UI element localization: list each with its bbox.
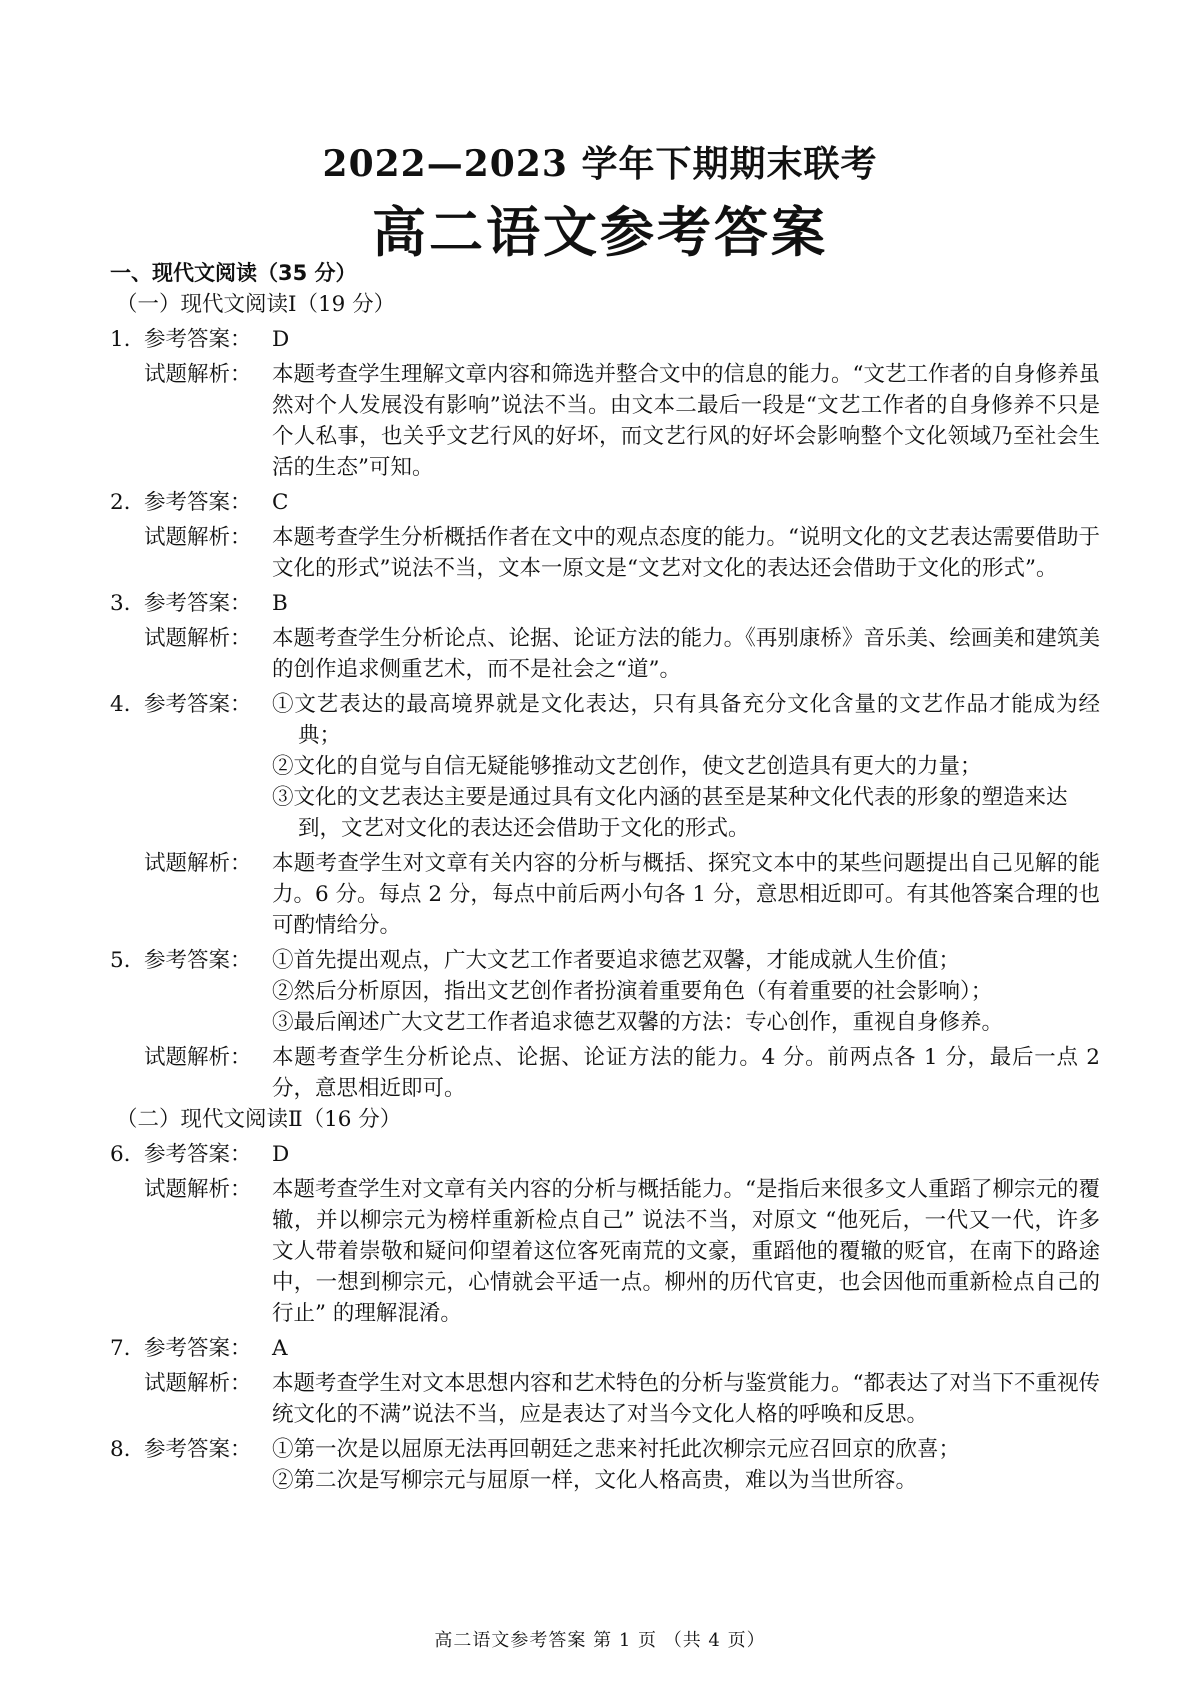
answer-label: 参考答案： — [144, 490, 252, 515]
question-1 — [110, 324, 1100, 355]
part-heading-2: （二）现代文阅读Ⅱ（16 分） — [116, 1107, 402, 1132]
answer-point: ③文化的文艺表达主要是通过具有文化内涵的甚至是某种文化代表的形象的塑造来达到，文艺对文化的表达还会借助于文化的形式。 — [272, 785, 1068, 841]
answer-point: ①文艺表达的最高境界就是文化表达，只有具备充分文化含量的文艺作品才能成为经典； — [272, 692, 1100, 748]
question-8 — [110, 1434, 1100, 1465]
exam-title: 2022—2023 学年下期期末联考 — [322, 143, 878, 185]
question-2 — [110, 487, 1100, 518]
analysis-text: 本题考查学生分析论点、论据、论证方法的能力。《再别康桥》音乐美、绘画美和建筑美的创作追求侧重艺术，而不是社会之“道”。 — [272, 626, 1100, 682]
answer-label: 参考答案： — [144, 1437, 252, 1462]
answer-value: A — [272, 1336, 288, 1361]
analysis-text: 本题考查学生对文章有关内容的分析与概括、探究文本中的某些问题提出自己见解的能力。6 分。每点 2 分，每点中前后两小句各 1 分，意思相近即可。有其他答案合理的也可酌情给分。 — [272, 851, 1100, 938]
answer-label: 参考答案： — [144, 327, 252, 352]
answer-value: B — [272, 591, 288, 616]
answer-body — [110, 258, 1100, 1496]
section-heading: 一、现代文阅读（35 分） — [110, 261, 357, 285]
answer-value: D — [272, 1142, 290, 1167]
question-number: 1. — [110, 327, 131, 352]
analysis-text: 本题考查学生分析概括作者在文中的观点态度的能力。“说明文化的文艺表达需要借助于文化的形式”说法不当，文本一原文是“文艺对文化的表达还会借助于文化的形式”。 — [272, 525, 1100, 581]
answer-point: ②文化的自觉与自信无疑能够推动文艺创作，使文艺创造具有更大的力量； — [272, 754, 982, 779]
question-number: 5. — [110, 948, 131, 973]
answer-label: 参考答案： — [144, 948, 252, 973]
question-6 — [110, 1139, 1100, 1170]
answer-point: ①首先提出观点，广大文艺工作者要追求德艺双馨，才能成就人生价值； — [272, 948, 961, 973]
analysis-5 — [144, 1042, 1100, 1104]
part-heading-1: （一）现代文阅读Ⅰ（19 分） — [116, 292, 396, 317]
answer-label: 参考答案： — [144, 1142, 252, 1167]
answer-label: 参考答案： — [144, 591, 252, 616]
question-number: 2. — [110, 490, 131, 515]
question-number: 3. — [110, 591, 131, 616]
analysis-7 — [144, 1368, 1100, 1430]
analysis-text: 本题考查学生分析论点、论据、论证方法的能力。4 分。前两点各 1 分，最后一点 2 分，意思相近即可。 — [272, 1045, 1100, 1101]
analysis-text: 本题考查学生对文章有关内容的分析与概括能力。“是指后来很多文人重蹈了柳宗元的覆辙，并以柳宗元为榜样重新检点自己” 说法不当，对原文 “他死后，一代又一代，许多文人带着崇敬和疑问仰望着这位客死南荒的文豪，重蹈他的覆辙的贬官，在南下的路途中，一想到柳宗元，心情就会平适一点。柳州的历代官吏，也会因他而重新检点自己的行止” 的理解混淆。 — [272, 1177, 1100, 1326]
answer-point: ①第一次是以屈原无法再回朝廷之悲来衬托此次柳宗元应召回京的欣喜； — [272, 1437, 961, 1462]
answer-point: ③最后阐述广大文艺工作者追求德艺双馨的方法：专心创作，重视自身修养。 — [272, 1010, 1004, 1035]
question-7 — [110, 1333, 1100, 1364]
analysis-label: 试题解析： — [144, 626, 252, 651]
analysis-4 — [144, 848, 1100, 941]
analysis-2 — [144, 522, 1100, 584]
page-footer: 高二语文参考答案 第 1 页 （共 4 页） — [434, 1630, 766, 1651]
question-3 — [110, 588, 1100, 619]
analysis-3 — [144, 623, 1100, 685]
question-number: 7. — [110, 1336, 131, 1361]
answer-value: D — [272, 327, 290, 352]
analysis-6 — [144, 1174, 1100, 1329]
question-number: 6. — [110, 1142, 131, 1167]
analysis-label: 试题解析： — [144, 851, 252, 876]
question-4 — [110, 689, 1100, 751]
answer-label: 参考答案： — [144, 692, 252, 717]
analysis-1 — [144, 359, 1100, 483]
answer-label: 参考答案： — [144, 1336, 252, 1361]
answer-point: ②然后分析原因，指出文艺创作者扮演着重要角色（有着重要的社会影响）； — [272, 979, 993, 1004]
answer-point: ②第二次是写柳宗元与屈原一样，文化人格高贵，难以为当世所容。 — [272, 1468, 918, 1493]
analysis-text: 本题考查学生对文本思想内容和艺术特色的分析与鉴赏能力。“都表达了对当下不重视传统文化的不满”说法不当，应是表达了对当今文化人格的呼唤和反思。 — [272, 1371, 1100, 1427]
analysis-text: 本题考查学生理解文章内容和筛选并整合文中的信息的能力。“文艺工作者的自身修养虽然对个人发展没有影响”说法不当。由文本二最后一段是“文艺工作者的自身修养不只是个人私事，也关乎文艺行风的好坏，而文艺行风的好坏会影响整个文化领域乃至社会生活的生态”可知。 — [272, 362, 1100, 480]
analysis-label: 试题解析： — [144, 525, 252, 550]
question-number: 4. — [110, 692, 131, 717]
analysis-label: 试题解析： — [144, 1371, 252, 1396]
question-5 — [110, 945, 1100, 976]
page-title: 高二语文参考答案 — [372, 201, 828, 264]
analysis-label: 试题解析： — [144, 362, 252, 387]
analysis-label: 试题解析： — [144, 1177, 252, 1202]
analysis-label: 试题解析： — [144, 1045, 252, 1070]
question-number: 8. — [110, 1437, 131, 1462]
answer-value: C — [272, 490, 289, 515]
